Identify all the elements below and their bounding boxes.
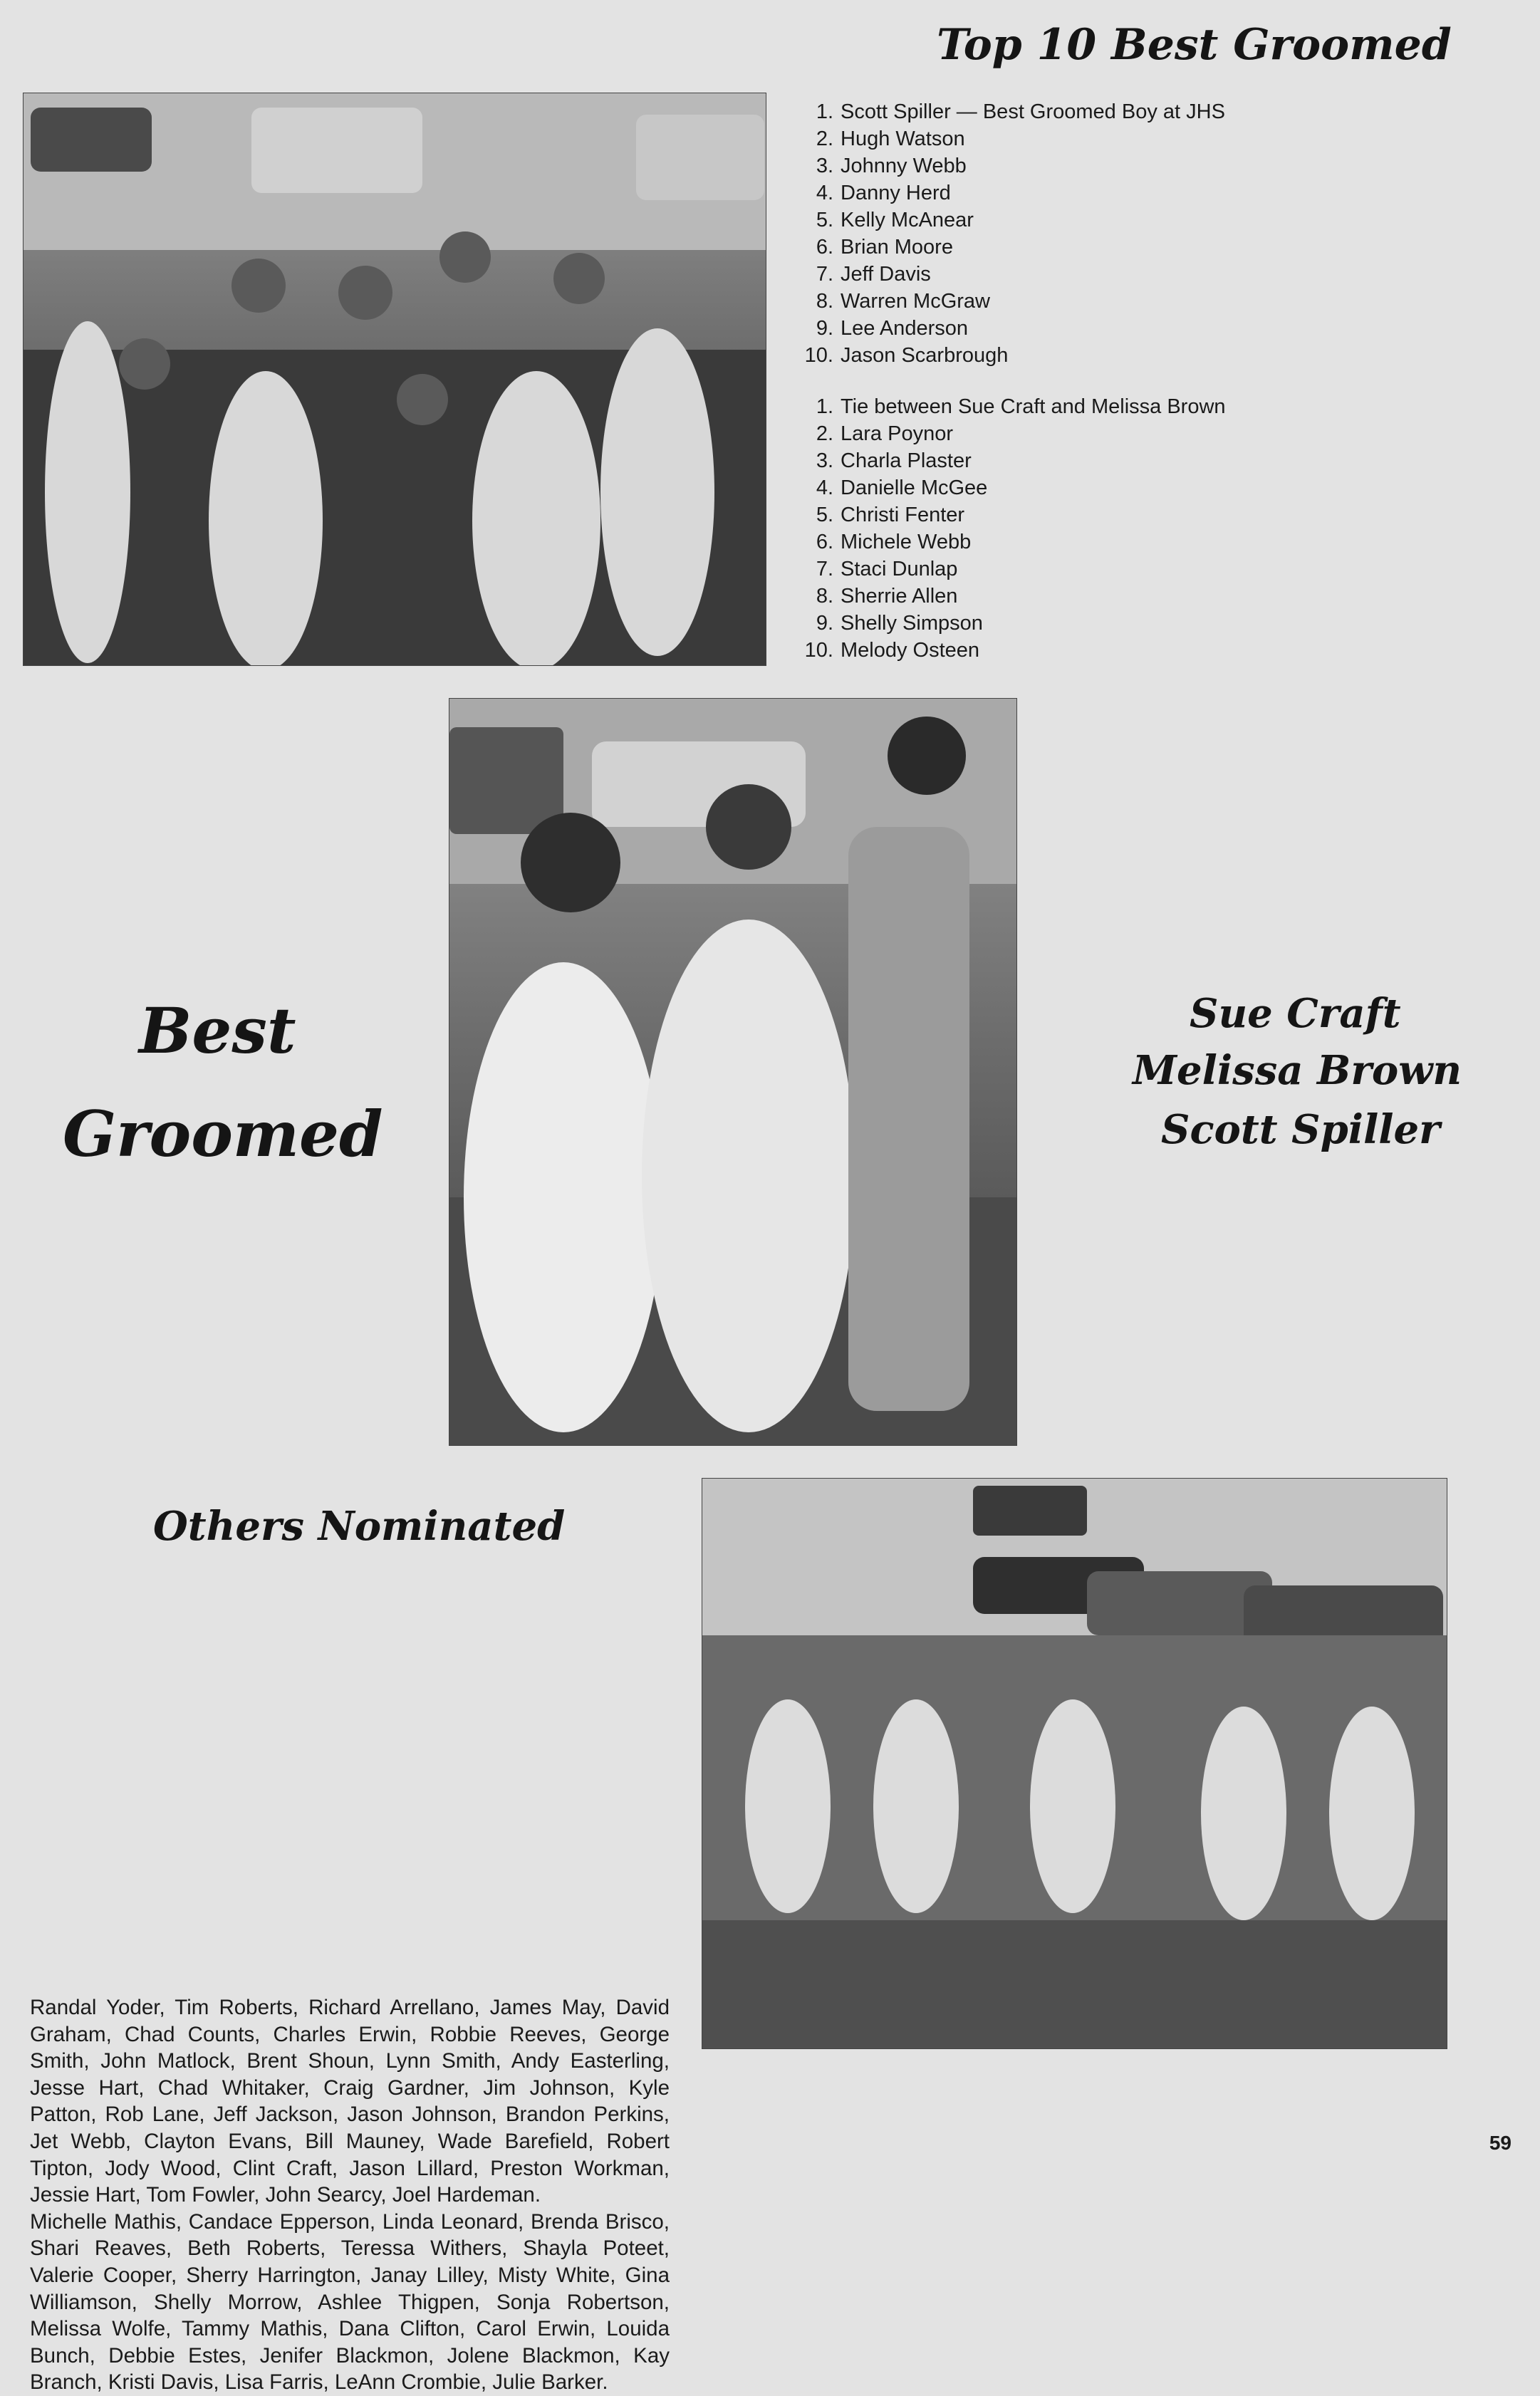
list-item: 4. Danny Herd [816,182,951,204]
top-boys-list [798,98,1225,369]
page-number: 59 [1489,2132,1512,2154]
page-title: Top 10 Best Groomed [937,20,1452,70]
list-item: 6. Michele Webb [816,531,972,553]
list-item: 5. Kelly McAnear [816,209,974,231]
nominees-group-photo [702,1478,1447,2049]
list-item: 9. Lee Anderson [816,317,968,340]
list-item: 5. Christi Fenter [816,504,965,526]
others-boys-paragraph: Randal Yoder, Tim Roberts, Richard Arrellano, James May, David Graham, Chad Counts, Charles Erwin, Robbie Reeves, George Smith, John Matlock, Brent Shoun, Lynn Smith, Andy Easterling, Jesse Hart, Chad Whitaker, Craig Gardner, Jim Johnson, Kyle Patton, Rob Lane, Jeff Jackson, Jason Johnson, Brandon Perkins, Jet Webb, Clayton Evans, Bill Mauney, Wade Barefield, Robert Tipton, Jody Wood, Clint Craft, Jason Lillard, Preston Workman, Jessie Hart, Tom Fowler, John Searcy, Joel Hardeman. [30,1996,670,2207]
list-item: 2. Lara Poynor [816,422,953,445]
others-nominated-heading: Others Nominated [153,1503,566,1550]
list-item: 10. Melody Osteen [804,639,980,662]
list-item: 10. Jason Scarbrough [804,344,1009,367]
best-groomed-heading-line1: Best [139,994,296,1068]
winner-name: Melissa Brown [1133,1047,1462,1094]
list-item: 1. Tie between Sue Craft and Melissa Brown [816,395,1226,418]
list-item: 8. Warren McGraw [816,290,990,313]
winners-photo [449,698,1017,1446]
top-ten-group-photo [23,93,766,666]
others-nominated-text [30,1994,670,2396]
list-item: 3. Charla Plaster [816,449,972,472]
list-item: 2. Hugh Watson [816,127,965,150]
list-item: 7. Jeff Davis [816,263,931,286]
list-item: 7. Staci Dunlap [816,558,958,580]
list-item: 9. Shelly Simpson [816,612,983,635]
others-girls-paragraph: Michelle Mathis, Candace Epperson, Linda Leonard, Brenda Brisco, Shari Reaves, Beth Roberts, Teressa Withers, Shayla Poteet, Valerie Cooper, Sherry Harrington, Janay Lilley, Misty White, Gina Williamson, Shelly Morrow, Ashlee Thigpen, Sonja Robertson, Melissa Wolfe, Tammy Mathis, Dana Clifton, Carol Erwin, Louida Bunch, Debbie Estes, Jenifer Blackmon, Jolene Blackmon, Kay Branch, Kristi Davis, Lisa Farris, LeAnn Crombie, Julie Barker. [30,2209,670,2395]
list-item: 4. Danielle McGee [816,476,988,499]
list-item: 6. Brian Moore [816,236,953,259]
list-item: 3. Johnny Webb [816,155,967,177]
list-item: 1. Scott Spiller — Best Groomed Boy at JHS [816,100,1225,123]
best-groomed-heading-line2: Groomed [63,1097,383,1171]
winner-name: Scott Spiller [1161,1106,1440,1153]
list-item: 8. Sherrie Allen [816,585,958,608]
top-girls-list [798,393,1226,664]
winner-name: Sue Craft [1190,990,1401,1037]
